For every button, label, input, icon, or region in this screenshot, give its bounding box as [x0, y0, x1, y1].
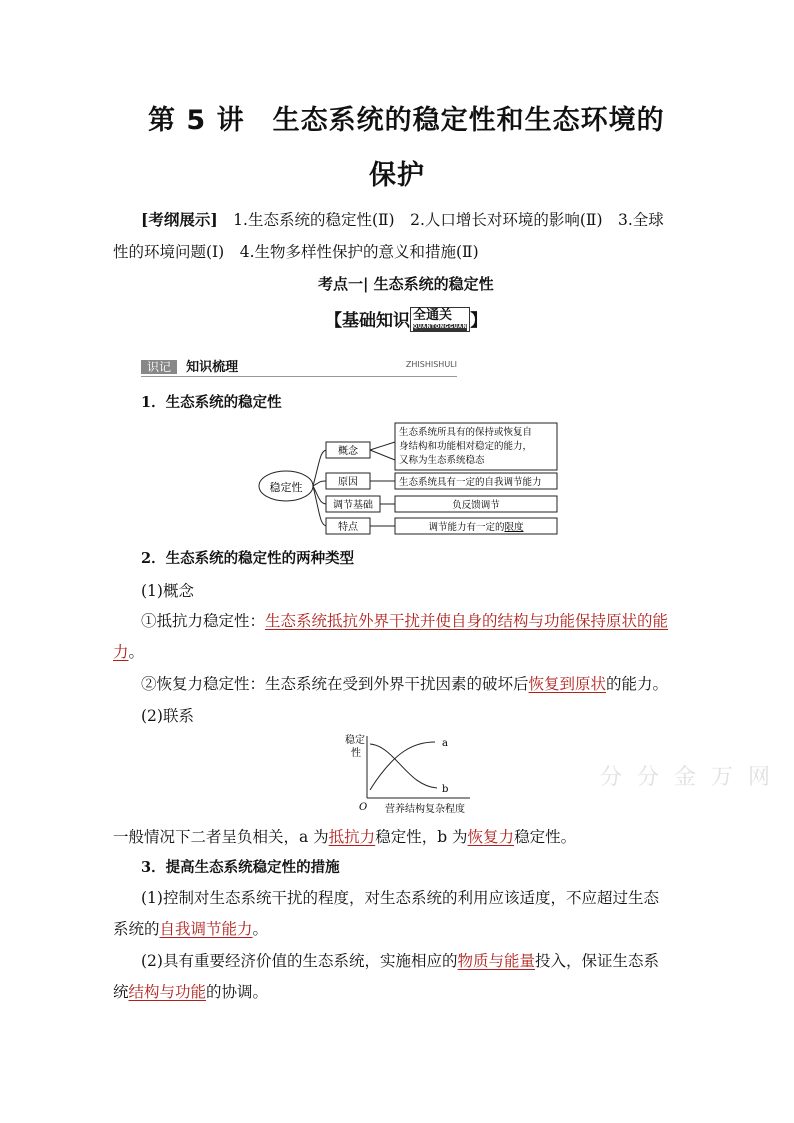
outline-text-1: 1.生态系统的稳定性(Ⅱ) 2.人口增长对环境的影响(Ⅱ) 3.全球: [217, 211, 664, 229]
relation-post: 稳定性。: [514, 828, 577, 846]
tree-desc-4: [428, 521, 524, 533]
tree-desc-1-line2: 身结构和功能相对稳定的能力，: [399, 441, 533, 452]
measure-2-line1: [141, 945, 659, 977]
page-title-line1: 第 5 讲 生态系统的稳定性和生态环境的: [148, 105, 665, 136]
kaodian-heading: 考点一| 生态系统的稳定性: [318, 275, 494, 293]
graph-origin: O: [359, 802, 368, 813]
item-resilience-post: 的能力。: [606, 675, 669, 693]
item-resistance: [141, 605, 668, 637]
page-title-line2: 保护: [369, 160, 425, 191]
section-tag: 识记: [141, 360, 177, 374]
stability-curve-graph: [345, 730, 485, 816]
measure-2-line2: [113, 976, 268, 1008]
relation-b-answer: 恢复力: [467, 828, 515, 846]
banner-left: 【基础知识: [325, 311, 410, 331]
graph-curve-b: [370, 744, 437, 788]
tree-link-1: [370, 442, 395, 450]
graph-curve-a: [370, 742, 435, 790]
tree-desc-4-ul: 限度: [504, 522, 524, 533]
tree-edge-1: [313, 450, 326, 486]
item-resistance-line2: [113, 636, 144, 668]
graph-xlabel: 营养结构复杂程度: [385, 804, 465, 815]
tree-branch-3-label: 调节基础: [333, 500, 373, 511]
banner-box: [410, 307, 470, 332]
item-resistance-answer-2: 力: [113, 643, 129, 661]
measure-2-answer-2: 结构与功能: [128, 983, 207, 1001]
tree-desc-1-line1: 生态系统所具有的保持或恢复自: [399, 427, 533, 438]
measure-1-post: 。: [252, 920, 269, 938]
tree-branch-4-label: 特点: [338, 522, 358, 533]
item-resistance-post: 。: [128, 643, 145, 661]
graph-ylabel-1: 稳定: [345, 735, 365, 746]
heading-2: 2．生态系统的稳定性的两种类型: [141, 550, 355, 567]
section-pinyin: ZHISHISHULI: [405, 360, 457, 369]
tree-root-label: 稳定性: [269, 481, 303, 494]
outline-line1: [141, 204, 664, 236]
measure-1-line2: [113, 913, 268, 945]
relation-a-answer: 抵抗力: [328, 828, 376, 846]
measure-1-pre: 系统的: [113, 920, 160, 938]
measure-2-pre-2: 统: [113, 983, 129, 1001]
tree-desc-2: 生态系统具有一定的自我调节能力: [399, 477, 542, 488]
tree-link-1b: [370, 450, 395, 460]
measure-2-post-2: 的协调。: [206, 983, 269, 1001]
item-resistance-pre: ①抵抗力稳定性：: [141, 612, 266, 630]
graph-label-a: a: [442, 738, 448, 749]
section-tag-bar: [141, 356, 457, 377]
tree-edge-2: [313, 481, 326, 486]
measure-1-answer: 自我调节能力: [159, 920, 253, 938]
tree-desc-3: 负反馈调节: [452, 500, 500, 511]
relation-mid: 稳定性，b 为: [375, 828, 468, 846]
watermark: 分 分 金 万 网: [600, 765, 774, 790]
outline-line2: 性的环境问题(Ⅰ) 4.生物多样性保护的意义和措施(Ⅱ): [113, 243, 479, 261]
tree-edge-4: [313, 486, 326, 526]
tree-desc-4-pre: 调节能力有一定的: [428, 522, 505, 533]
heading-1: 1．生态系统的稳定性: [141, 394, 282, 411]
banner-box-pinyin: QUANTONGGUAN: [413, 323, 468, 330]
section-label: 知识梳理: [186, 360, 239, 375]
measure-2-pre: (2)具有重要经济价值的生态系统，实施相应的: [141, 952, 458, 970]
relation-text: [113, 821, 576, 853]
item-resilience-pre: ②恢复力稳定性：生态系统在受到外界干扰因素的破坏后: [141, 675, 529, 693]
item-resilience: [141, 668, 668, 700]
heading-3: 3．提高生态系统稳定性的措施: [141, 859, 340, 876]
tree-desc-1-line3: 又称为生态系统稳态: [399, 455, 485, 466]
outline-label: [考纲展示]: [141, 210, 218, 229]
graph-ylabel-2: 性: [351, 748, 361, 759]
subheading-concept: (1)概念: [141, 582, 194, 600]
item-resistance-answer-1: 生态系统抵抗外界干扰并使自身的结构与功能保持原状的能: [265, 612, 669, 630]
relation-pre: 一般情况下二者呈负相关，a 为: [113, 828, 329, 846]
subheading-relation: (2)联系: [141, 707, 194, 725]
graph-label-b: b: [442, 784, 449, 795]
measure-2-answer-1: 物质与能量: [457, 952, 535, 970]
stability-tree-diagram: [258, 420, 568, 538]
banner-right: 】: [470, 311, 488, 331]
tree-branch-1-label: 概念: [338, 446, 358, 457]
item-resilience-answer: 恢复到原状: [528, 675, 607, 693]
measure-2-post-1: 投入，保证生态系: [534, 952, 659, 970]
banner-basic-knowledge: [325, 306, 487, 334]
banner-box-text: 全通关: [413, 307, 453, 323]
tree-branch-2-label: 原因: [338, 477, 358, 488]
measure-1-line1: (1)控制对生态系统干扰的程度，对生态系统的利用应该适度，不应超过生态: [141, 889, 659, 907]
